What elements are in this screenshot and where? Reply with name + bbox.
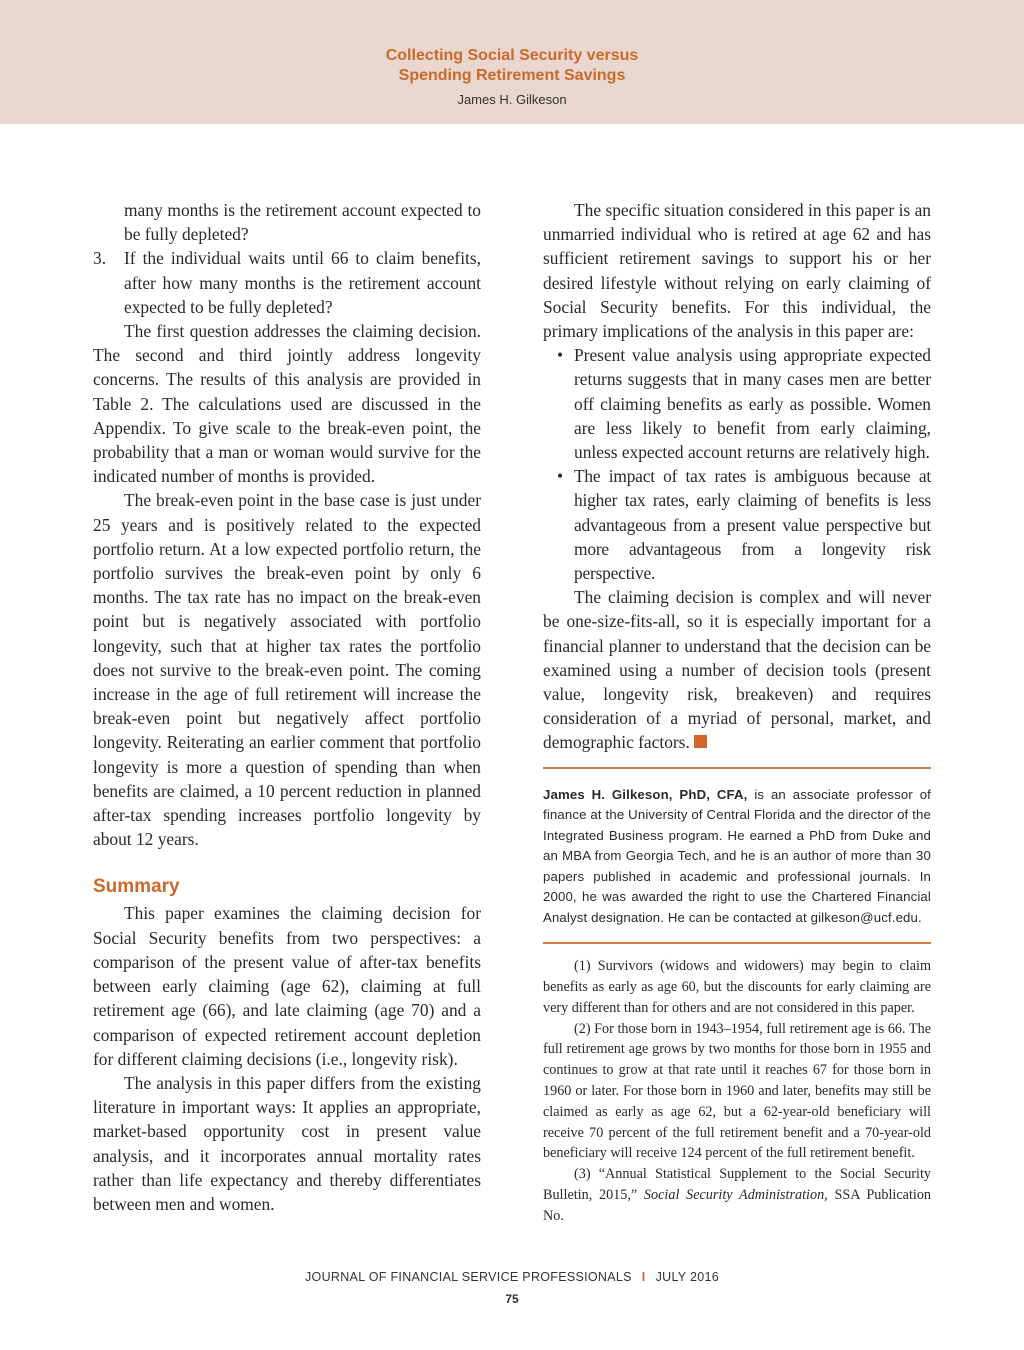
header-author: James H. Gilkeson <box>457 92 567 107</box>
bullet-icon: • <box>557 345 564 366</box>
bullet-icon: • <box>557 466 564 487</box>
page-number: 75 <box>505 1292 519 1306</box>
continued-list-text: many months is the retirement account expected to be fully depleted? <box>124 200 481 245</box>
body-paragraph: The specific situation considered in this paper is an unmarried individual who is retired at age 62 and has sufficient retirement savings to support his or her desired lifestyle without relying on early claiming of Social Security benefits. For this individual, the primary implications of the analysis in this paper are: <box>543 200 931 342</box>
bullet-item <box>543 464 931 585</box>
item-number: 3. <box>93 248 107 269</box>
endnote-3-text: (3) “Annual Statistical Supplement to the Social Security Bulletin, 2015,” <box>543 1166 931 1203</box>
bullet-text: The impact of tax rates is ambiguous because at higher tax rates, early claiming of benefits is less advantageous from a present value perspective but more advantageous from a longevity risk perspective. <box>574 466 931 584</box>
author-bio <box>543 785 931 929</box>
running-footer <box>0 1270 1024 1284</box>
bio-text: is an associate professor of finance at the University of Central Florida and the director of the Integrated Business program. He earned a PhD from Duke and an MBA from Georgia Tech, and he is an author of more than 30 papers published in academic and professional journals. In 2000, he was awarded the right to use the Chartered Financial Analyst designation. He can be contacted at gilkeson@ucf.edu. <box>543 786 931 925</box>
bullet-text: Present value analysis using appropriate expected returns suggests that in many cases men are better off claiming benefits as early as possible. Women are less likely to benefit from early claiming, unless expected account returns are relatively high. <box>574 345 931 463</box>
body-paragraph: The break-even point in the base case is just under 25 years and is positively related to the expected portfolio return. At a low expected portfolio return, the portfolio survives the break-even point by only 6 months. The tax rate has no impact on the break-even point but is negatively associated with portfolio longevity, such that at higher tax rates the portfolio does not survive to the break-even point. The coming increase in the age of full retirement will increase the break-even point but negatively affect portfolio longevity. Reiterating an earlier comment that portfolio longevity is more a question of spending than when benefits are claimed, a 10 percent reduction in planned after-tax spending increases portfolio longevity by about 12 years. <box>93 490 481 850</box>
endnote-3-publication: SSA Publication No. <box>543 1186 932 1224</box>
numbered-item-3 <box>93 246 481 319</box>
conclusion-paragraph <box>543 585 931 754</box>
divider <box>543 942 931 944</box>
summary-paragraph: This paper examines the claiming decision for Social Security benefits from two perspectives: a comparison of the present value of after-tax benefits between early claiming (age 62), claiming at full retirement age (66), and late claiming (age 70) and a comparison of expected retirement account depletion for different claiming decisions (i.e., longevity risk). <box>93 903 481 1069</box>
endnote-3 <box>543 1164 931 1226</box>
end-of-article-icon <box>694 735 707 748</box>
journal-name: JOURNAL OF FINANCIAL SERVICE PROFESSIONALS <box>305 1270 632 1284</box>
endnotes <box>543 956 931 1226</box>
footer-separator: I <box>641 1270 646 1284</box>
divider <box>543 767 931 769</box>
item-text: If the individual waits until 66 to claim benefits, after how many months is the retirement account expected to be fully depleted? <box>124 248 481 317</box>
conclusion-text: The claiming decision is complex and will never be one-size-fits-all, so it is especially important for a financial planner to understand that the decision can be examined using a number of decision tools (present value, longevity risk, breakeven) and requires consideration of a myriad of personal, market, and demographic factors. <box>543 587 931 753</box>
endnote-3-source: Social Security Administration, <box>643 1186 828 1203</box>
body-paragraph: The first question addresses the claiming decision. The second and third jointly address longevity concerns. The results of this analysis are provided in Table 2. The calculations used are discussed in the Appendix. To give scale to the break-even point, the probability that a man or woman would survive for the indicated number of months is provided. <box>93 321 481 487</box>
right-column <box>543 198 931 1227</box>
running-header <box>0 0 1024 124</box>
bio-author-name: James H. Gilkeson, PhD, CFA, <box>543 786 748 802</box>
summary-paragraph: The analysis in this paper differs from the existing literature in important ways: It applies an appropriate, market-based opportunity cost in present value analysis, and it incorporates annual mortality rates rather than life expectancy and thereby differentiates between men and women. <box>93 1072 481 1214</box>
issue-date: JULY 2016 <box>655 1270 719 1284</box>
summary-heading: Summary <box>93 876 180 898</box>
endnote-2: (2) For those born in 1943–1954, full retirement age is 66. The full retirement age grows by two months for those born in 1955 and continues to grow at that rate until it reaches 67 for those born in 1960 or later. For those born in 1960 and later, benefits may still be claimed as early as age 62, but a 62-year-old beneficiary will receive 70 percent of the full retirement benefit and a 70-year-old beneficiary will receive 124 percent of the full retirement benefit. <box>543 1020 931 1162</box>
article-title-line-2: Spending Retirement Savings <box>398 67 626 84</box>
endnote-1: (1) Survivors (widows and widowers) may begin to claim benefits as early as age 60, but the discounts for early claiming are very different than for others and are not considered in this paper. <box>543 958 931 1016</box>
left-column <box>93 198 481 1216</box>
bullet-item <box>543 343 931 464</box>
article-title-line-1: Collecting Social Security versus <box>385 47 639 64</box>
